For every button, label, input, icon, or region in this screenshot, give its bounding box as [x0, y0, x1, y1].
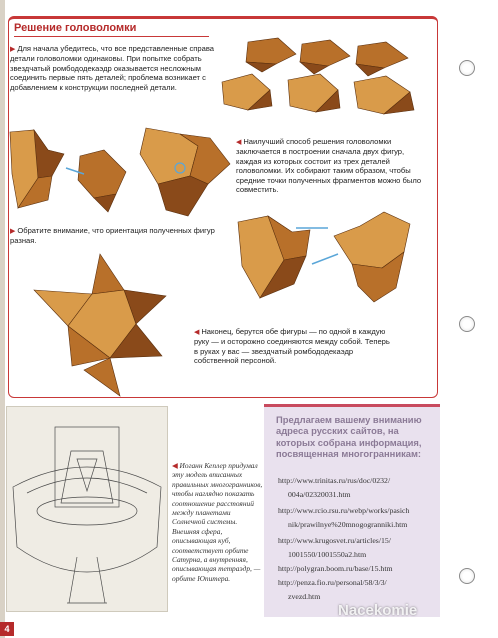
bullet-icon: ◀	[236, 139, 244, 146]
three-piece-figure-image	[136, 124, 232, 220]
page-number: 4	[0, 622, 14, 636]
kepler-engraving-image	[6, 406, 168, 612]
two-figures-image	[234, 206, 418, 306]
links-title: Предлагаем вашему вниманию адреса русских сайтов, на которых собрана информация, посвященная многогранникам:	[276, 414, 422, 459]
link-url[interactable]: nik/prawilnye%20mnogogranniki.htm	[288, 520, 408, 529]
first-join-image	[8, 128, 128, 218]
bullet-icon: ◀	[172, 461, 180, 470]
bullet-icon: ▶	[10, 46, 18, 53]
blue-arrow-icon	[312, 254, 338, 264]
six-puzzle-pieces-image	[218, 34, 438, 118]
link-url[interactable]: http://polygran.boom.ru/base/15.htm	[278, 564, 393, 573]
link-url[interactable]: 1001550/1001550a2.htm	[288, 550, 367, 559]
watermark: Nacekomie	[338, 602, 418, 619]
page-binding-edge	[0, 0, 5, 638]
binder-ring-icon	[459, 568, 475, 584]
paragraph-best-method: ◀ Наилучший способ решения головоломки заключается в построении сначала двух фигур, каждая из которых состоит из трех деталей головоломки. Их собирают таким образом, чтобы средние точки полученных фрагментов можно было совместить.	[236, 137, 422, 195]
bullet-icon: ◀	[194, 329, 202, 336]
link-url[interactable]: http://www.rcio.rsu.ru/webp/works/pasich	[278, 506, 410, 515]
paragraph-orientation: ▶ Обратите внимание, что ориентация полученных фигур разная.	[10, 226, 215, 246]
stellated-rhombic-dodecahedron-image	[32, 250, 168, 400]
paragraph-final-assembly: ◀ Наконец, берутся обе фигуры — по одной в каждую руку — и осторожно соединяются между собой. Теперь в руках у вас — звездчатый ромбододекаэдр собственной персоной.	[194, 327, 390, 366]
link-url[interactable]: http://www.krugosvet.ru/articles/15/	[278, 536, 391, 545]
paragraph-pieces-identical: ▶ Для начала убедитесь, что все представленные справа детали головоломки одинаковы. При попытке собрать звездчатый ромбододекаэдр оказывается несложным соединить первые пять деталей; проблема возникает с добавлением к конструкции последней детали.	[10, 44, 214, 92]
bullet-icon: ▶	[10, 228, 18, 235]
link-url[interactable]: 004a/02320031.htm	[288, 490, 351, 499]
link-url[interactable]: zvezd.htm	[288, 592, 321, 601]
title-rule	[14, 36, 209, 37]
section-title: Решение головоломки	[14, 22, 137, 34]
binder-ring-icon	[459, 316, 475, 332]
kepler-caption: ◀ Иоганн Кеплер придумал эту модель вписанных правильных многогранников, чтобы наглядно показать соотношение расстояний между планетами Солнечной системы. Внешняя сфера, описывающая куб, соответствует орбите Сатурна, а внутренняя, описывающая тетраэдр, — орбите Юпитера.	[172, 461, 263, 583]
binder-ring-icon	[459, 60, 475, 76]
link-url[interactable]: http://www.trinitas.ru/rus/doc/0232/	[278, 476, 391, 485]
link-url[interactable]: http://penza.fio.ru/personal/58/3/3/	[278, 578, 387, 587]
kepler-cosmic-model-drawing	[7, 407, 167, 611]
